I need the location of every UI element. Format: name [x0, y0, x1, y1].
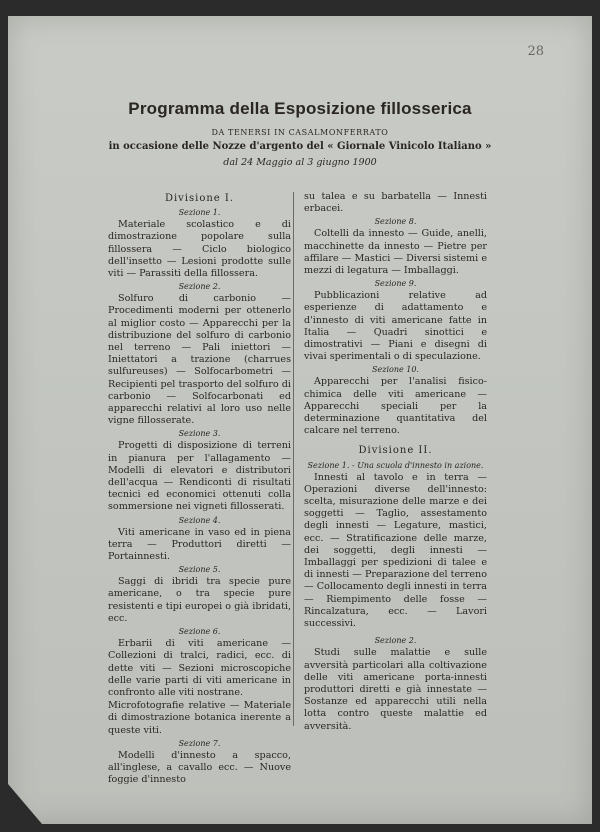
section-label: Sezione 5.	[178, 565, 221, 575]
section-text-continued: su talea e su barbatella — Innesti erbacei.	[304, 191, 487, 215]
section-label: Sezione 6.	[178, 627, 221, 637]
section-text: Studi sulle malattie e sulle avversità particolari alla coltivazione delle viti americane porta-innesti produttori diretti e già innestate — Sostanze ed apparecchi utili nella lotta contro queste malattie ed avversità.	[304, 647, 487, 732]
section-text: Microfotografie relative — Materiale di dimostrazione botanica inerente a queste viti.	[108, 700, 291, 736]
left-column	[108, 191, 291, 787]
section-text: Viti americane in vaso ed in piena terra — Produttori diretti — Portainnesti.	[108, 526, 291, 563]
section-label: Sezione 9.	[374, 279, 417, 289]
section-label: Sezione 8.	[374, 217, 417, 227]
section-label: Sezione 1.	[178, 208, 221, 218]
division-heading: Divisione II.	[358, 445, 433, 457]
section-label: Sezione 2.	[374, 636, 417, 646]
section-text: Saggi di ibridi tra specie pure americane, o tra specie pure resistenti e tipi europei o già ibridati, ecc.	[108, 576, 291, 624]
section-text: Materiale scolastico e di dimostrazione popolare sulla fillossera — Ciclo biologico dell'insetto — Lesioni prodotte sulle viti — Parassiti della fillossera.	[108, 219, 291, 280]
torn-corner	[8, 784, 42, 824]
section-text: Coltelli da innesto — Guide, anelli, macchinette da innesto — Pietre per affilare — Mastici — Diversi sistemi e mezzi di legatura — Imballaggi.	[304, 228, 487, 277]
subtitle-occasion: in occasione delle Nozze d'argento del « Giornale Vinicolo Italiano »	[108, 141, 492, 152]
section-label: Sezione 2.	[178, 282, 221, 292]
subtitle-location: DA TENERSI IN CASALMONFERRATO	[211, 128, 389, 137]
page-title: Programma della Esposizione fillosserica	[128, 99, 472, 118]
section-text: Modelli d'innesto a spacco, all'inglese, a cavallo ecc. — Nuove foggie d'innesto	[108, 749, 291, 786]
section-label: Sezione 10.	[372, 365, 419, 375]
section-label: Sezione 3.	[178, 429, 221, 439]
right-column	[304, 191, 487, 734]
page-number: 28	[527, 44, 544, 59]
subtitle-dates: dal 24 Maggio al 3 giugno 1900	[223, 157, 377, 168]
section-text: Solfuro di carbonio — Procedimenti moderni per ottenerlo al miglior costo — Apparecchi per la distribuzione del solfuro di carbonio nel terreno — Pali iniettori — Iniettatori a trazione (charrues sulfureuses) — Solfocarbometri — Recipienti pel trasporto del solfuro di carbonio — Solfocarbonati ed apparecchi relativi al loro uso nelle vigne fillosserate.	[108, 293, 291, 427]
document-sheet	[8, 16, 592, 824]
division-heading: Divisione I.	[164, 193, 235, 204]
section-text: Progetti di disposizione di terreni in pianura per l'allagamento — Modelli di elevatori e distributori dell'acqua — Rendiconti di risultati tecnici ed economici ottenuti colla sommersione nei vigneti fillosserati.	[108, 440, 291, 513]
column-divider	[293, 192, 294, 726]
section-text: Erbarii di viti americane — Collezioni di tralci, radici, ecc. di dette viti — Sezioni microscopiche delle varie parti di viti americane in confronto alle viti nostrane.	[108, 638, 291, 698]
section-text: Pubblicazioni relative ad esperienze di adattamento e d'innesto di viti americane fatte in Italia — Quadri sinottici e dimostrativi — Piani e disegni di vivai sperimentali o di speculazione.	[304, 290, 487, 363]
section-label: Sezione 4.	[178, 515, 221, 525]
section-label: Sezione 1. - Una scuola d'innesto in azione.	[307, 460, 484, 470]
section-text: Innesti al tavolo e in terra — Operazioni diverse dell'innesto: scelta, misurazione delle marze e dei soggetti — Taglio, assestamento degli innesti — Legature, mastici, ecc. — Stratificazione delle marze, dei soggetti, degli innesti — Imballaggi per spedizioni di talee e di innesti — Preparazione del terreno — Collocamento degli innesti in terra — Riempimento delle fosse — Rincalzatura, ecc. — Lavori successivi.	[304, 471, 487, 630]
section-text: Apparecchi per l'analisi fisico-chimica delle viti americane — Apparecchi speciali per la determinazione quantitativa del calcare nel terreno.	[304, 376, 487, 437]
section-label: Sezione 7.	[178, 738, 221, 748]
